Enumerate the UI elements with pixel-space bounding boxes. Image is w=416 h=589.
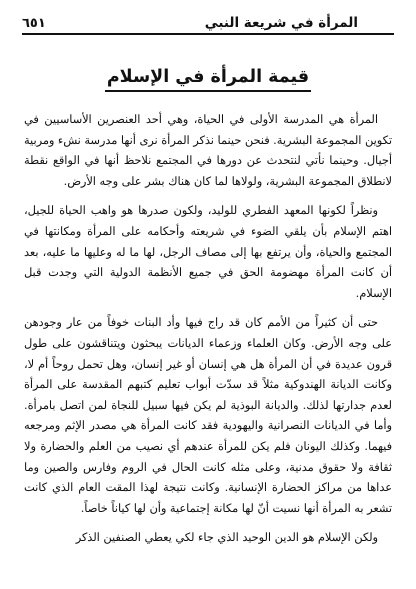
paragraph-4: ولكن الإسلام هو الدين الوحيد الذي جاء لكي يعطي الصنفين الذكر: [75, 531, 378, 545]
running-header: [22, 9, 394, 35]
page-number: ٦٥١: [22, 16, 46, 31]
chapter-title: قيمة المرأة في الإسلام: [105, 67, 311, 92]
paragraph-1: المرأة هي المدرسة الأولى في الحياة، وهي أحد العنصرين الأساسيين في تكوين المجموعة البشرية. فنحن حينما نذكر المرأة نرى أنها مدرسة نشء ومربية أجيال. وحينما نأتي لنتحدث عن دورها في المجتمع نلاحظ أنها في الواقع نقطة لانطلاق المجموعة البشرية، ولولاها لما كان هناك بشر على وجه الأرض.: [23, 113, 392, 188]
running-title: المرأة في شريعة النبي: [204, 15, 358, 31]
paragraph-3: حتى أن كثيراً من الأمم كان قد راج فيها وأد البنات خوفاً من عار وجودهن على وجه الأرض. وكان العلماء وزعماء الديانات يبحثون ويتناقشون على طول قرون عديدة في أن المرأة هل هي إنسان أو غير إنسان، وهل تحمل روحاً أم لا، وكانت الديانة الهندوكية مثلاً قد سدّت أبواب تعليم كتبهم المقدسة على المرأة لعدم جدارتها لذلك. والديانة البوذية لم يكن فيها سبيل للنجاة لمن اتصل بامرأة. وأما في الديانات النصرانية واليهودية فقد كانت المرأة هي مصدر الإثم ومرجعه فيهما. وكذلك اليونان فلم يكن للمرأة عندهم أي نصيب من العلم والحضارة ولا ثقافة ولا حقوق مدنية، وعلى مثله كانت الحال في الروم وفارس والصين وما عداها من مراكز الحضارة الإنسانية. وكانت نتيجة لهذا المقت العام الذي كانت تشعر به المرأة أنها نسيت أنّ لها مكانة إجتماعية وأن لها كياناً خاصاً.: [24, 316, 392, 515]
paragraph-2: ونظراً لكونها المعهد الفطري للوليد، ولكون صدرها هو واهب الحياة للجيل، اهتم الإسلام بأن يلقي الضوء في شريعته وأحكامه على المرأة ومكانتها في المجتمع والحياة، وأن يرتفع بها إلى مصاف الرجل، لها ما له وعليها ما عليه، بعد أن كانت المرأة مهضومة الحق في جميع الأنظمة الدولية التي وجدت قبل الإسلام.: [24, 204, 392, 300]
body-text: [24, 110, 392, 549]
chapter-title-container: [0, 67, 416, 92]
